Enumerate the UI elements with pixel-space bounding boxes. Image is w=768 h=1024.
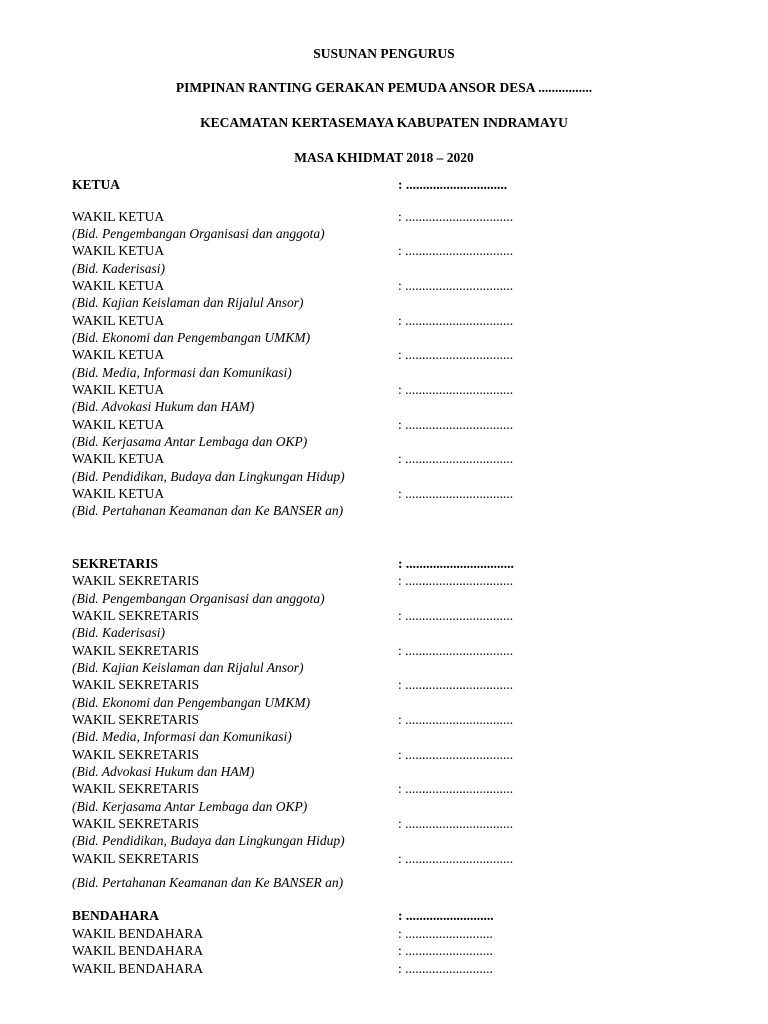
wakil-sekretaris-label: WAKIL SEKRETARIS	[72, 781, 200, 796]
wakil-sekretaris-field: (Bid. Advokasi Hukum dan HAM)	[72, 764, 255, 779]
wakil-sekretaris-label: WAKIL SEKRETARIS	[72, 747, 200, 762]
wakil-sekretaris-field: (Bid. Kerjasama Antar Lembaga dan OKP)	[72, 799, 308, 814]
wakil-bendahara-value: : ..........................	[398, 926, 493, 941]
wakil-sekretaris-label: WAKIL SEKRETARIS	[72, 608, 200, 623]
ketua-label: KETUA	[72, 177, 121, 192]
wakil-sekretaris-value: : ................................	[398, 747, 514, 762]
wakil-sekretaris-value: : ................................	[398, 608, 514, 623]
ketua-value: : ..............................	[398, 177, 508, 192]
wakil-ketua-value: : ................................	[398, 382, 514, 397]
wakil-sekretaris-field: (Bid. Media, Informasi dan Komunikasi)	[72, 729, 292, 744]
wakil-sekretaris-value: : ................................	[398, 712, 514, 727]
wakil-sekretaris-field: (Bid. Pengembangan Organisasi dan anggota)	[72, 591, 325, 606]
wakil-bendahara-label: WAKIL BENDAHARA	[72, 926, 204, 941]
wakil-bendahara-value: : ..........................	[398, 961, 493, 976]
wakil-ketua-label: WAKIL KETUA	[72, 278, 165, 293]
doc-subtitle-ranting: PIMPINAN RANTING GERAKAN PEMUDA ANSOR DESA ................	[175, 80, 593, 95]
wakil-sekretaris-label: WAKIL SEKRETARIS	[72, 816, 200, 831]
wakil-ketua-label: WAKIL KETUA	[72, 347, 165, 362]
wakil-sekretaris-value: : ................................	[398, 643, 514, 658]
wakil-ketua-field: (Bid. Pengembangan Organisasi dan anggota)	[72, 226, 325, 241]
wakil-bendahara-label: WAKIL BENDAHARA	[72, 943, 204, 958]
wakil-sekretaris-field: (Bid. Kajian Keislaman dan Rijalul Ansor)	[72, 660, 304, 675]
wakil-sekretaris-value: : ................................	[398, 573, 514, 588]
wakil-ketua-value: : ................................	[398, 347, 514, 362]
wakil-bendahara-label: WAKIL BENDAHARA	[72, 961, 204, 976]
wakil-sekretaris-field: (Bid. Pendidikan, Budaya dan Lingkungan Hidup)	[72, 833, 345, 848]
wakil-ketua-value: : ................................	[398, 278, 514, 293]
wakil-sekretaris-value: : ................................	[398, 781, 514, 796]
wakil-sekretaris-label: WAKIL SEKRETARIS	[72, 712, 200, 727]
wakil-ketua-field: (Bid. Kerjasama Antar Lembaga dan OKP)	[72, 434, 308, 449]
sekretaris-label: SEKRETARIS	[72, 556, 159, 571]
wakil-ketua-value: : ................................	[398, 417, 514, 432]
bendahara-value: : ..........................	[398, 908, 494, 923]
wakil-ketua-field: (Bid. Pendidikan, Budaya dan Lingkungan Hidup)	[72, 469, 345, 484]
wakil-sekretaris-label: WAKIL SEKRETARIS	[72, 851, 200, 866]
wakil-ketua-field: (Bid. Kajian Keislaman dan Rijalul Ansor)	[72, 295, 304, 310]
wakil-ketua-label: WAKIL KETUA	[72, 486, 165, 501]
wakil-ketua-value: : ................................	[398, 451, 514, 466]
wakil-ketua-label: WAKIL KETUA	[72, 209, 165, 224]
wakil-ketua-value: : ................................	[398, 243, 514, 258]
wakil-ketua-value: : ................................	[398, 486, 514, 501]
wakil-ketua-field: (Bid. Kaderisasi)	[72, 261, 165, 276]
doc-subtitle-kecamatan: KECAMATAN KERTASEMAYA KABUPATEN INDRAMAYU	[200, 115, 568, 130]
wakil-ketua-value: : ................................	[398, 209, 514, 224]
wakil-sekretaris-field: (Bid. Pertahanan Keamanan dan Ke BANSER an)	[72, 875, 344, 890]
doc-title: SUSUNAN PENGURUS	[313, 46, 455, 61]
wakil-sekretaris-label: WAKIL SEKRETARIS	[72, 643, 200, 658]
wakil-sekretaris-label: WAKIL SEKRETARIS	[72, 677, 200, 692]
wakil-ketua-label: WAKIL KETUA	[72, 313, 165, 328]
wakil-ketua-label: WAKIL KETUA	[72, 243, 165, 258]
sekretaris-value: : ................................	[398, 556, 514, 571]
wakil-sekretaris-field: (Bid. Ekonomi dan Pengembangan UMKM)	[72, 695, 311, 710]
wakil-sekretaris-value: : ................................	[398, 851, 514, 866]
wakil-ketua-field: (Bid. Ekonomi dan Pengembangan UMKM)	[72, 330, 311, 345]
wakil-ketua-value: : ................................	[398, 313, 514, 328]
wakil-ketua-field: (Bid. Media, Informasi dan Komunikasi)	[72, 365, 292, 380]
wakil-ketua-label: WAKIL KETUA	[72, 451, 165, 466]
wakil-sekretaris-field: (Bid. Kaderisasi)	[72, 625, 165, 640]
wakil-ketua-label: WAKIL KETUA	[72, 382, 165, 397]
wakil-sekretaris-value: : ................................	[398, 816, 514, 831]
wakil-ketua-field: (Bid. Advokasi Hukum dan HAM)	[72, 399, 255, 414]
wakil-sekretaris-value: : ................................	[398, 677, 514, 692]
wakil-ketua-label: WAKIL KETUA	[72, 417, 165, 432]
wakil-sekretaris-label: WAKIL SEKRETARIS	[72, 573, 200, 588]
bendahara-label: BENDAHARA	[72, 908, 160, 923]
wakil-bendahara-value: : ..........................	[398, 943, 493, 958]
doc-subtitle-masa-khidmat: MASA KHIDMAT 2018 – 2020	[294, 150, 474, 165]
wakil-ketua-field: (Bid. Pertahanan Keamanan dan Ke BANSER an)	[72, 503, 344, 518]
